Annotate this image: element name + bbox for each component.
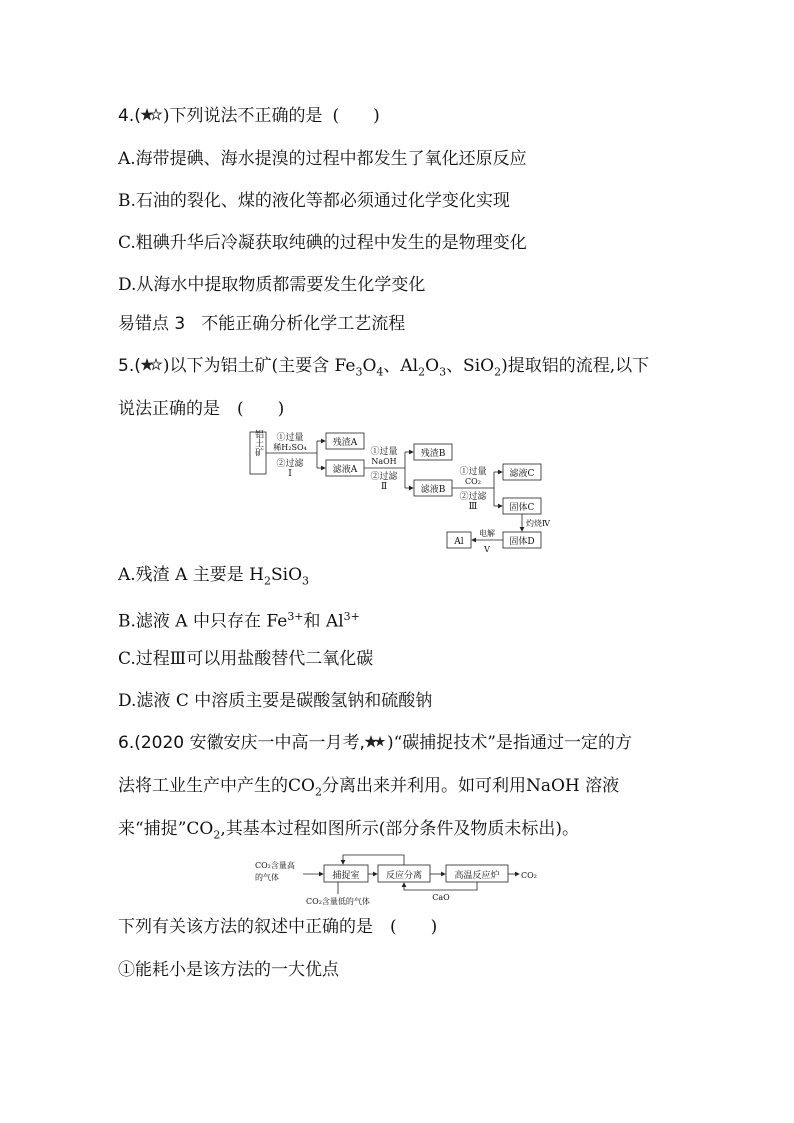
subscript: 2	[213, 828, 221, 842]
solid-d-label: 固体D	[509, 537, 535, 547]
difficulty-star-icon	[365, 733, 387, 751]
solid-c-label: 固体C	[509, 503, 535, 513]
q6-stem-line-2	[118, 774, 619, 804]
step3-label: CO₂	[465, 477, 481, 486]
q4-number: 4.(	[118, 106, 141, 126]
q5-option-c: C.过程Ⅲ可以用盐酸替代二氧化碳	[118, 649, 374, 669]
q4-option-d: D.从海水中提取物质都需要发生化学变化	[118, 275, 426, 295]
difficulty-star-icon	[141, 106, 163, 124]
step2-label: Ⅱ	[380, 482, 388, 492]
option-text: 和 Al	[303, 611, 344, 632]
q4-stem-line	[118, 104, 380, 128]
subscript: 3	[302, 574, 310, 588]
q5-stem-part: 、Al	[383, 356, 419, 376]
step2-label: ①过量	[370, 447, 398, 457]
furnace-label: 高温反应炉	[454, 871, 500, 881]
q4-answer-paren: ( )	[332, 106, 380, 126]
q5-option-b	[118, 605, 360, 634]
subscript: 2	[264, 574, 271, 588]
q5-stem-line-2: 说法正确的是 ( )	[118, 399, 285, 419]
option-text: A.残渣 A 主要是 H	[118, 565, 264, 585]
step4-label: 灼烧Ⅳ	[526, 519, 550, 528]
cao-label: CaO	[432, 893, 450, 902]
q5-stem-part: )提取铝的流程,以下	[501, 356, 650, 376]
step3-label: ②过滤	[459, 492, 487, 502]
subscript: 2	[418, 365, 426, 379]
residue-b-label: 残渣B	[420, 449, 446, 459]
section-label: 易错点 3	[118, 314, 186, 334]
separation-label: 反应分离	[385, 871, 423, 881]
q6-stem-line-1	[118, 731, 632, 755]
q5-stem-part: 、SiO	[446, 356, 495, 376]
q4-stem: )下列说法不正确的是	[162, 106, 323, 126]
subscript: 2	[314, 785, 322, 799]
filtrate-b-label: 滤液B	[420, 485, 446, 495]
input-gas-label: CO₂含量高	[255, 861, 295, 870]
q4-option-b: B.石油的裂化、煤的液化等都必须通过化学变化实现	[118, 191, 510, 211]
step2-label: ②过滤	[370, 472, 398, 482]
step3-label: ①过量	[459, 467, 487, 477]
q6-item-1: ①能耗小是该方法的一大优点	[118, 960, 339, 980]
subscript: 3	[355, 365, 363, 379]
q6-stem-line-3	[118, 817, 579, 847]
subscript: 2	[494, 365, 502, 379]
q6-stem-part: )“碳捕捉技术”是指通过一定的方	[386, 733, 632, 753]
output-co2-label: CO₂	[521, 871, 537, 880]
q6-stem-part: 分离出来并利用。如可利用NaOH 溶液	[321, 776, 620, 796]
q5-stem-line-1	[118, 354, 649, 384]
q6-number: 6.(2020 安徽安庆一中高一月考,	[118, 733, 365, 753]
step1-label: ①过量	[276, 433, 304, 443]
step1-label: 稀H₂SO₄	[273, 443, 307, 452]
q4-option-c: C.粗碘升华后冷凝获取纯碘的过程中发生的是物理变化	[118, 233, 527, 253]
q6-stem-part: 法将工业生产中产生的CO	[118, 776, 315, 796]
input-gas-label: 的气体	[255, 873, 279, 882]
q5-flowchart	[245, 428, 550, 556]
step5-label: Ⅴ	[484, 545, 490, 554]
subscript: 4	[376, 365, 384, 379]
step1-label: ②过滤	[276, 459, 304, 469]
filtrate-a-label: 滤液A	[332, 465, 358, 475]
option-text: B.滤液 A 中只存在 Fe	[118, 611, 288, 632]
option-text: SiO	[271, 565, 303, 585]
superscript: 3+	[287, 610, 304, 623]
q4-option-a: A.海带提碘、海水提溴的过程中都发生了氧化还原反应	[118, 149, 527, 169]
step1-label: Ⅰ	[288, 469, 292, 479]
subscript: 3	[439, 365, 447, 379]
q6-stem-part: 来“捕捉”CO	[118, 819, 214, 839]
ore-label: 铝土矿	[253, 429, 263, 457]
al-label: Al	[454, 537, 464, 547]
q5-stem-part: )以下为铝土矿(主要含 Fe	[162, 356, 356, 376]
step5-label: 电解	[479, 529, 495, 538]
q5-number: 5.(	[118, 356, 141, 376]
residue-a-label: 残渣A	[332, 438, 358, 448]
q6-question: 下列有关该方法的叙述中正确的是 ( )	[118, 917, 438, 937]
q6-stem-part: ,其基本过程如图所示(部分条件及物质未标出)。	[220, 819, 579, 839]
step3-label: Ⅲ	[468, 502, 478, 512]
low-co2-gas-label: CO₂含量低的气体	[306, 897, 370, 906]
q5-option-d: D.滤液 C 中溶质主要是碳酸氢钠和硫酸钠	[118, 691, 433, 711]
q5-stem-part: O	[362, 356, 377, 376]
superscript: 3+	[343, 610, 360, 623]
capture-room-label: 捕捉室	[332, 871, 360, 881]
q6-flowchart	[253, 850, 543, 908]
section-header	[118, 312, 405, 336]
difficulty-star-icon	[141, 356, 163, 374]
section-title: 不能正确分析化学工艺流程	[201, 314, 406, 334]
q5-stem-part: O	[425, 356, 440, 376]
step2-label: NaOH	[371, 457, 397, 466]
q5-option-a	[118, 563, 309, 593]
filtrate-c-label: 滤液C	[509, 469, 535, 479]
